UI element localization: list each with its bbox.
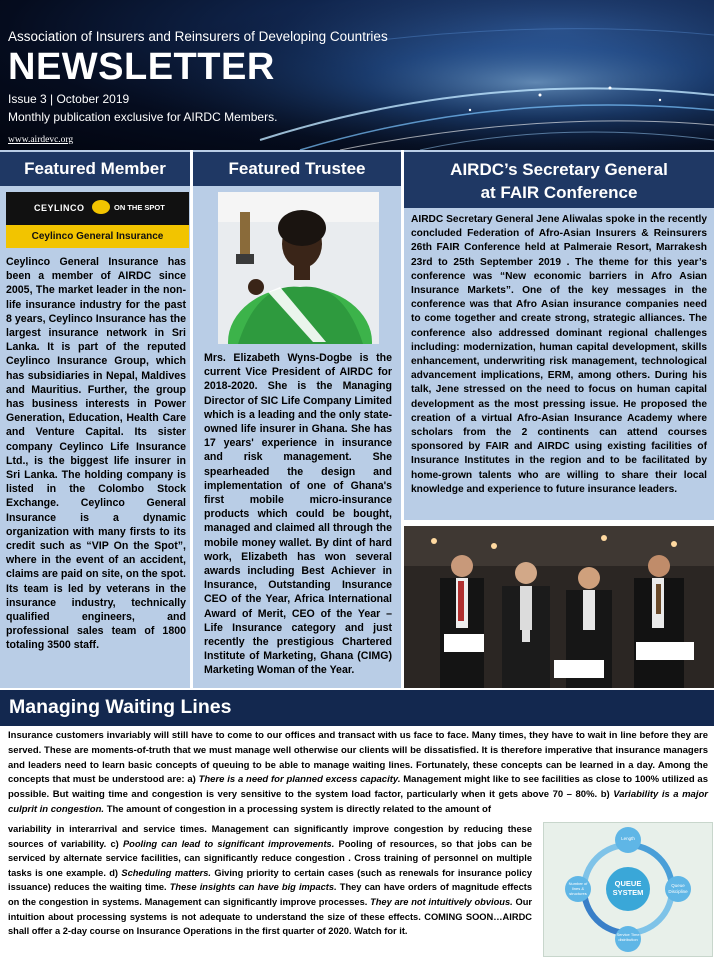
diagram-node-top-label: Length	[621, 836, 635, 841]
logo-brand: CEYLINCO	[34, 203, 85, 213]
waiting-lines-text-1a: Insurance customers invariably will still have to come to our offices and transact with us face to face. Many times, they have to wait in line before they are served. These are moments-of-truth that we must manage well otherwise our clients will be dissatisfied. It is therefore imperative that insurance managers and leaders need to learn basic concepts of queuing to be able to manage waiting lines. Fortunately, these concepts can be learned in a day. Among the concepts that must be understood are: a)	[8, 730, 708, 786]
newsletter-header	[0, 0, 714, 150]
waiting-lines-paragraph-1	[8, 729, 708, 818]
logo-tag: ON THE SPOT	[114, 203, 165, 212]
concept-d: Scheduling matters.	[121, 867, 211, 878]
logo-name: Ceylinco General Insurance	[6, 225, 189, 248]
featured-trustee-text: Mrs. Elizabeth Wyns-Dogbe is the current Vice President of AIRDC for 2018-2020. She is the Managing Director of SIC Life Company Limited which is a leading and the only state-owned life insurer in Ghana. She has 17 years' experience in insurance and risk management. She spearheaded the design and implementation of one of Ghana's first mobile micro-insurance products which could be bought, managed and claimed all through the mobile money wallet. By dint of hard work, Elizabeth has won several awards including Best Achiever in Insurance, Outstanding Insurance CEO of the Year, Africa International Award of Merit, CEO of the Year – Life Insurance category and just recently the prestigious Chartered Institute of Marketing, Ghana (CIMG) Marketing Woman of the Year.	[204, 352, 392, 677]
diagram-node-bottom-label: Service Time distribution	[616, 932, 640, 942]
publication-note: Monthly publication exclusive for AIRDC Members.	[8, 110, 278, 124]
insight-not-obvious: They are not intuitively obvious.	[370, 896, 513, 907]
conference-award-image	[404, 526, 714, 688]
concept-b: Variability is a major culprit in congestion.	[8, 789, 708, 815]
featured-member-text: Ceylinco General Insurance has been a member of AIRDC since 2005, The market leader in the non-life insurance industry for the past 8 years, Ceylinco Insurance has the largest insurance network in Sri Lanka. It is part of the reputed Ceylinco Insurance Group, which has subsidiaries in Nepal, Maldives and Mauritius. Further, the group has business interests in Power Generation, Education, Health Care and Venture Capital. Its sister company Ceylinco Life Insurance Ltd., is the biggest life insurer in Sri Lanka. The holding company is listed in the Colombo Stock Exchange. Ceylinco General Insurance is a dynamic organization with many firsts to its credit such as “VIP On the Spot”, where in the event of an accident, claims are paid on site, on the spot. Its team is led by veterans in the insurance industry, technically qualified engineers, and professional sales team of 1800 totaling 3500 staff.	[6, 256, 186, 652]
waiting-lines-text-2d: They can have orders of magnitude effects on the congestion in systems. Management can significantly improve processes.	[8, 882, 533, 907]
queue-system-diagram	[543, 822, 713, 957]
conference-photo	[404, 526, 714, 688]
secretary-general-heading-line2: at FAIR Conference	[480, 183, 638, 202]
website-link[interactable]: www.airdevc.org	[8, 135, 74, 145]
ceylinco-logo	[6, 192, 189, 248]
trustee-photo	[218, 192, 379, 344]
waiting-lines-text-1b: Management might like to see facilities as close to 100% utilized as possible. But waiting time and congestion is very sensitive to the system load factor, particularly when it gets above 70 – 80%. b)	[8, 774, 708, 801]
diagram-center-label: QUEUE SYSTEM	[612, 879, 644, 897]
waiting-lines-text-2a: variability in interarrival and service times. Management can significantly improve congestion by reducing these sources of variability. c)	[8, 824, 532, 849]
trustee-portrait-image	[218, 192, 379, 344]
waiting-lines-text-2c: Giving priority to certain cases (such as renewals for insurance policy issuance) reduces the waiting time.	[8, 867, 532, 893]
secretary-general-text: AIRDC Secretary General Jene Aliwalas spoke in the recently concluded Federation of Afro-Asian Insurers & Reinsurers 26th FAIR Conference held at Palmeraie Resort, Marrakesh 23rd to 25th September 2019 . The theme for this year’s conference was “New economic barriers in Afro Asian Insurance Markets”. One of the key messages in the conference was that Afro Asian insurance companies need to come together and create strong, strategic alliances. The conference also addressed dominant regional challenges including: modernization, human capital development, skills enhancement, underwriting risk management, technological advancement implications, ERM, among others. During his talk, Jene stressed on the need to focus on human capital development as the most pressing issue. He proposed the creation of a virtual Afro-Asian Insurance Academy where scholars from the 2 continents can attend courses sponsored by FAIR and AIRDC using existing facilities of Insurance Institutes in the region and to be facilitated by home-grown talents who are willing to share their local knowledge and experience to future insurance leaders.	[411, 214, 707, 495]
waiting-lines-text-1c: The amount of congestion in a processing system is directly related to the amount of	[104, 803, 491, 815]
secretary-general-heading	[404, 152, 714, 208]
newsletter-title: NEWSLETTER	[8, 46, 275, 88]
waiting-lines-text-2e: Our intuition about processing systems is not adequate to understand the size of these effects. COMING SOON…AIRDC shall offer a 2-day course on Insurance Operations in the first quarter of 2020. Watch for it.	[8, 896, 532, 937]
organization-name: Association of Insurers and Reinsurers of Developing Countries	[8, 29, 388, 44]
vip-badge-icon	[92, 200, 110, 214]
secretary-general-heading-line1: AIRDC’s Secretary General	[450, 160, 668, 179]
concept-c: Pooling can lead to significant improvements.	[122, 838, 335, 849]
featured-trustee-heading: Featured Trustee	[193, 152, 401, 186]
featured-member-heading: Featured Member	[0, 152, 190, 186]
diagram-node-left-label: Number of lines & structures	[568, 881, 588, 896]
concept-a: There is a need for planned excess capacity.	[198, 774, 401, 786]
insight-impacts: These insights can have big impacts.	[169, 882, 337, 893]
issue-info: Issue 3 | October 2019	[8, 92, 130, 106]
waiting-lines-heading: Managing Waiting Lines	[9, 696, 232, 718]
diagram-node-right-label: Queue Discipline	[668, 883, 688, 894]
waiting-lines-text-2b: Pooling of resources, so that jobs can be serviced by alternate service facilities, can significantly reduce congestion . Cross training of personnel on multiple tasks is one example. d)	[8, 838, 533, 878]
waiting-lines-paragraph-2	[8, 822, 532, 939]
